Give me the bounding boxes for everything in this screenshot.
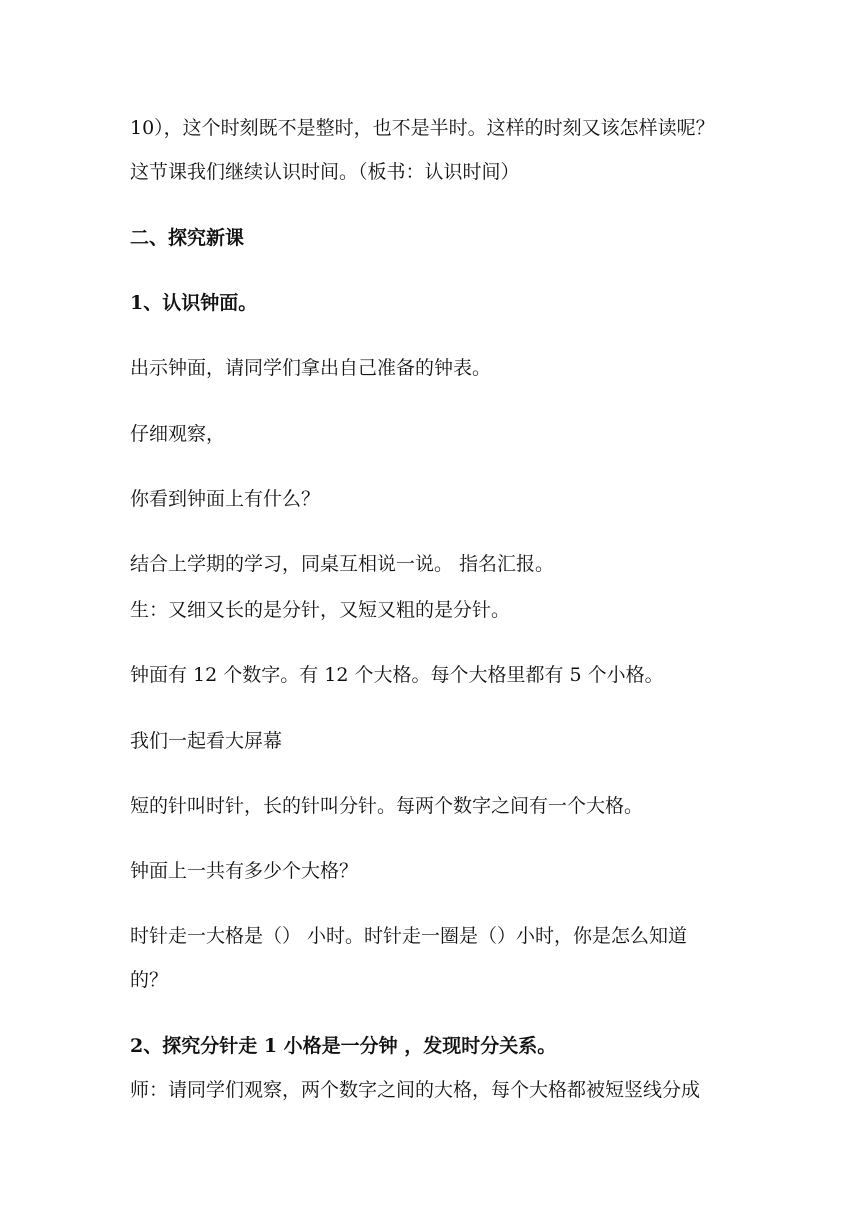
text-line: 仔细观察， bbox=[130, 423, 226, 445]
text-line: 时针走一大格是（） 小时。时针走一圈是（）小时，你是怎么知道 bbox=[130, 925, 688, 947]
text-line: 钟面有 12 个数字。有 12 个大格。每个大格里都有 5 个小格。 bbox=[130, 664, 664, 686]
text-line: 结合上学期的学习，同桌互相说一说。 指名汇报。 bbox=[130, 553, 555, 575]
subsection-heading: 1、认识钟面。 bbox=[130, 292, 258, 314]
text-line: 10），这个时刻既不是整时，也不是半时。这样的时刻又该怎样读呢？ bbox=[130, 117, 715, 139]
text-line: 的？ bbox=[130, 969, 169, 991]
text-line: 这节课我们继续认识时间。（板书：认识时间） bbox=[130, 161, 520, 183]
text-line: 你看到钟面上有什么？ bbox=[130, 488, 321, 510]
text-line: 短的针叫时针，长的针叫分针。每两个数字之间有一个大格。 bbox=[130, 795, 644, 817]
text-line: 生：又细又长的是分针，又短又粗的是分针。 bbox=[130, 599, 511, 621]
text-line: 我们一起看大屏幕 bbox=[130, 730, 283, 752]
section-heading: 二、探究新课 bbox=[130, 227, 245, 249]
text-line: 钟面上一共有多少个大格？ bbox=[130, 860, 359, 882]
text-line: 出示钟面，请同学们拿出自己准备的钟表。 bbox=[130, 357, 492, 379]
text-line: 师：请同学们观察，两个数字之间的大格，每个大格都被短竖线分成 bbox=[130, 1079, 701, 1101]
subsection-heading: 2、探究分针走 1 小格是一分钟 ，发现时分关系。 bbox=[130, 1035, 557, 1057]
